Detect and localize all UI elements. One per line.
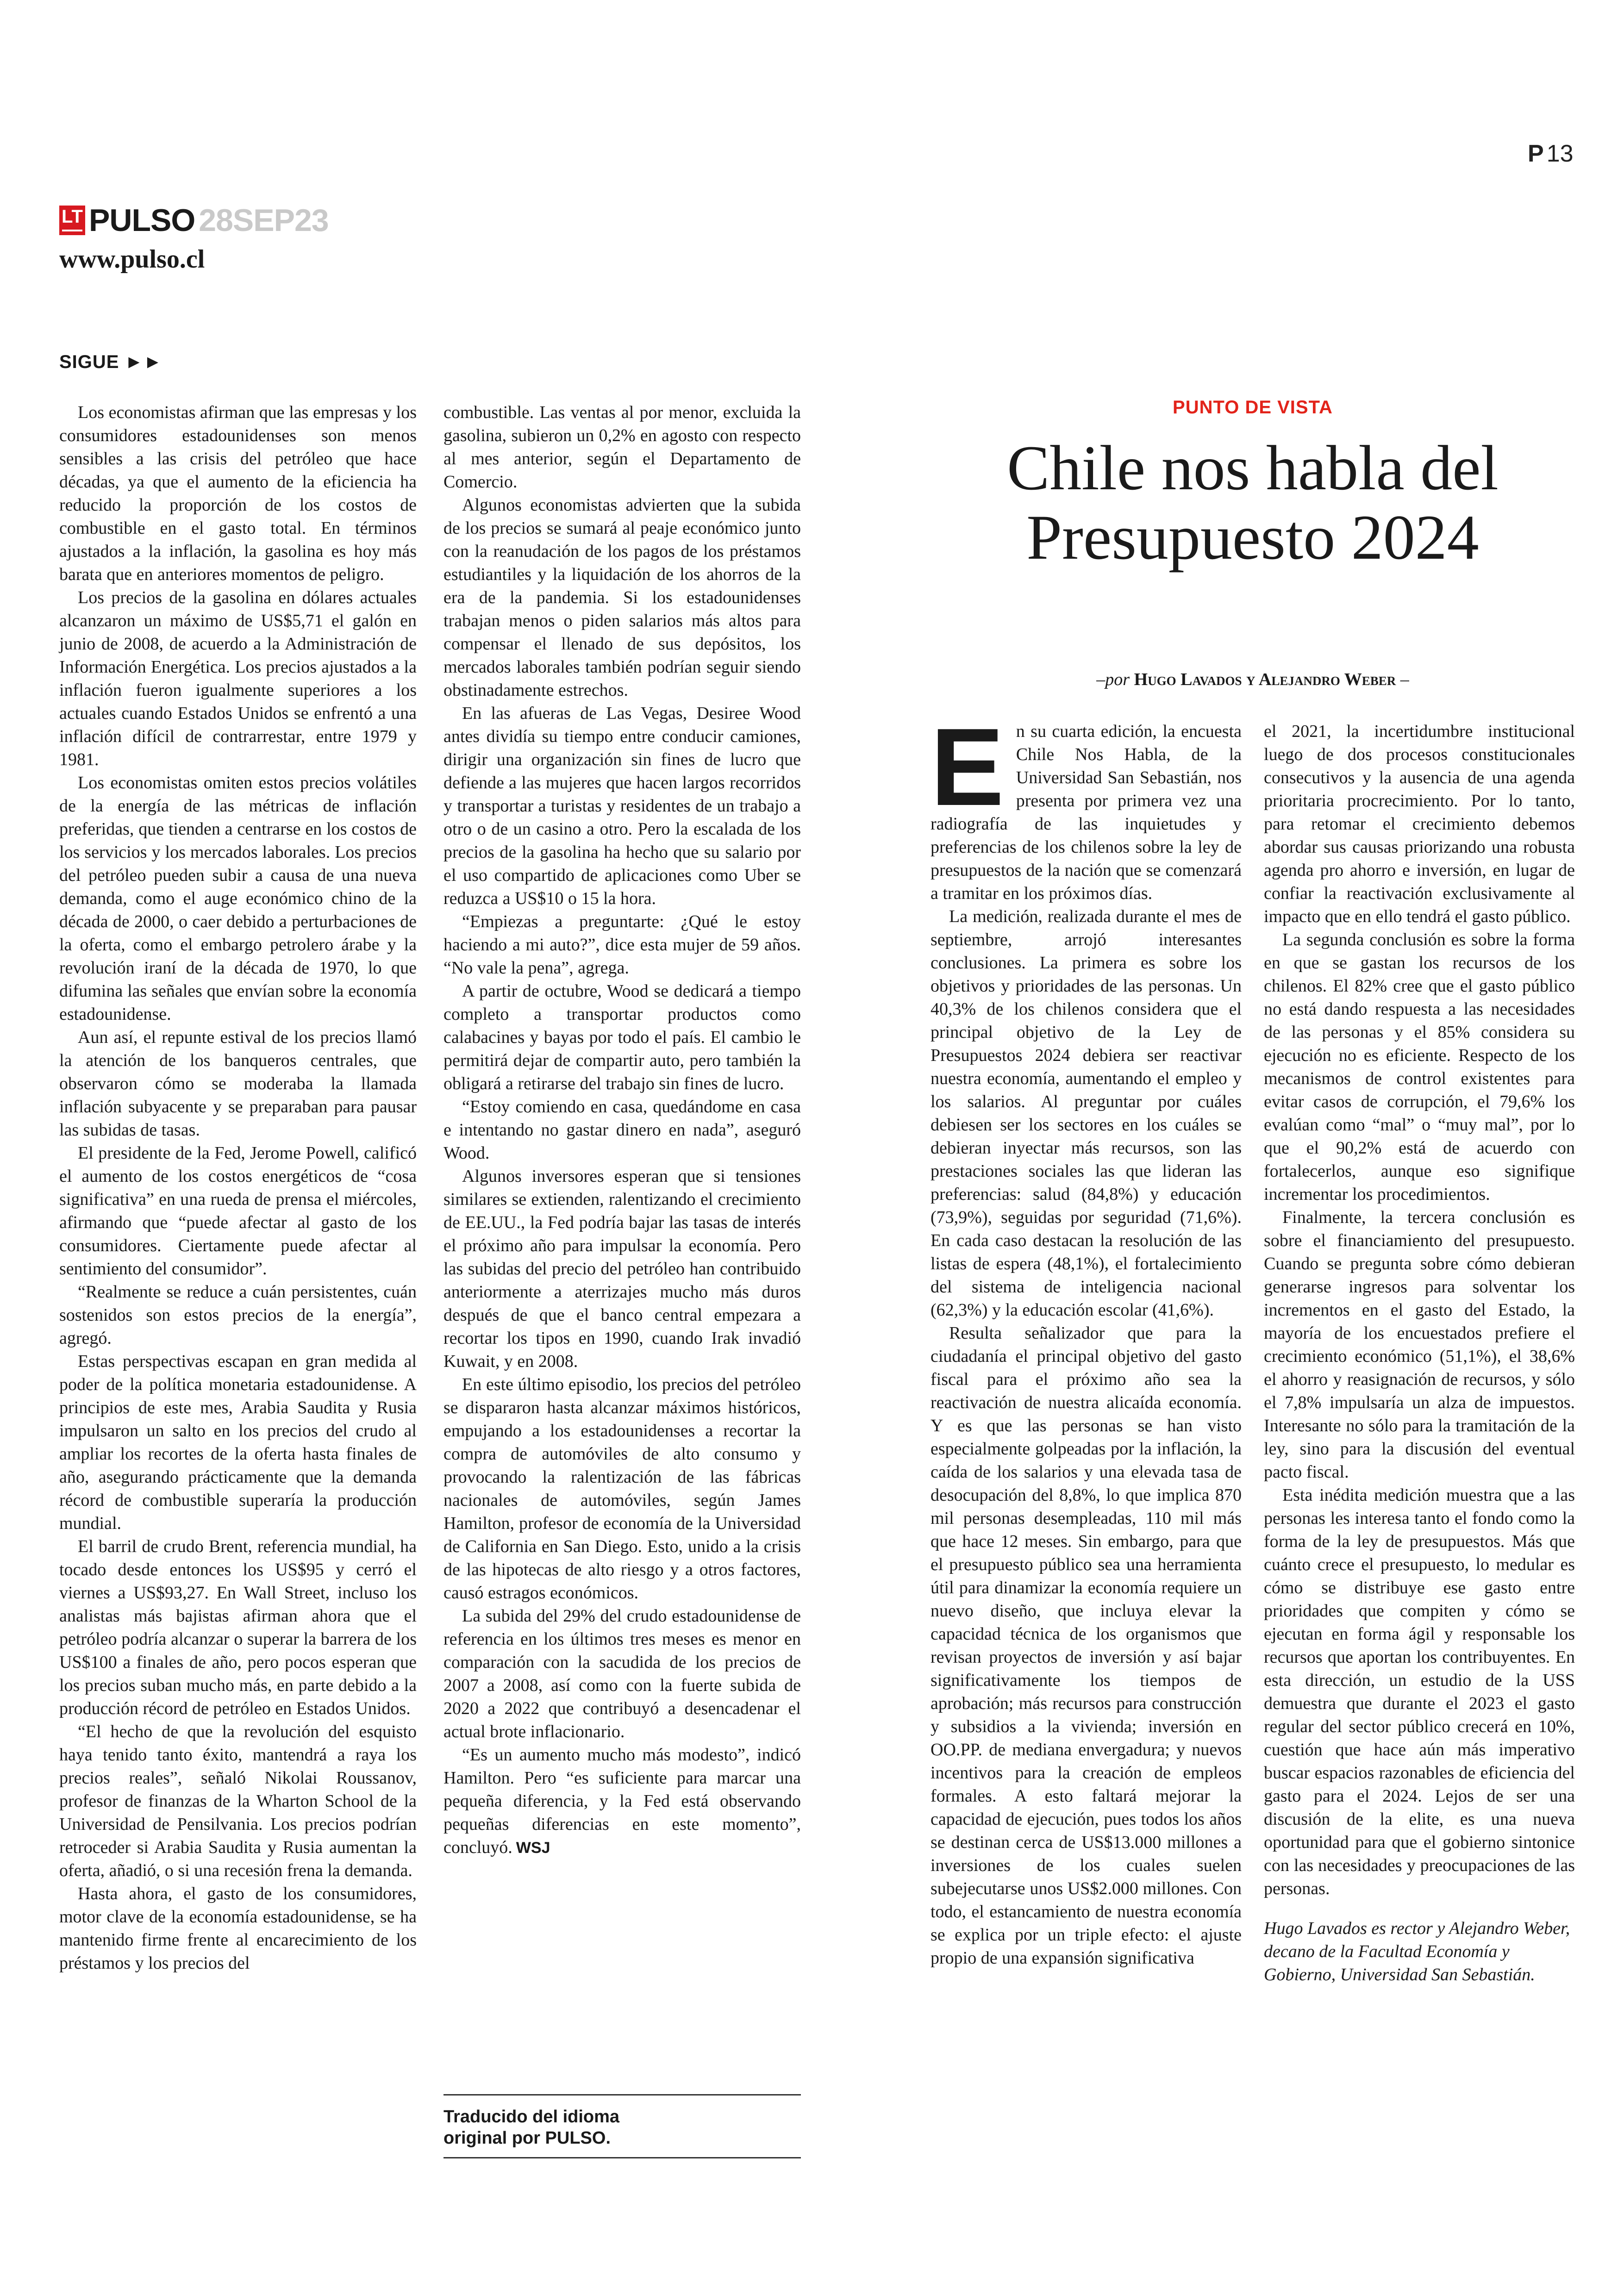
continued-label: SIGUE ►► [59, 352, 162, 372]
paragraph: “El hecho de que la revolución del esquisto haya tenido tanto éxito, mantendrá a raya los precios reales”, señaló Nikolai Roussanov, profesor de finanzas de la Wharton School de la Universidad de Pensilvania. Los precios podrían retroceder si Arabia Saudita y Rusia aumentan la oferta, añadió, o si una recesión frena la demanda. [59, 1722, 417, 1880]
paragraph: En las afueras de Las Vegas, Desiree Wood antes dividía su tiempo entre conducir camiones, dirigir una organización sin fines de lucro que defiende a las mujeres que hacen largos recorridos y transportar a turistas y residentes de un trabajo a otro o de un casino a otro. Pero la escalada de los precios de la gasolina ha hecho que su salario por el uso compartido de aplicaciones como Uber se reduzca a US$10 o 15 la hora. [443, 704, 801, 908]
author-signoff: Hugo Lavados es rector y Alejandro Weber, decano de la Facultad Economía y Gobierno, Universidad San Sebastián. [1264, 1919, 1570, 1984]
wsj-signature: WSJ [516, 1839, 550, 1857]
paragraph: combustible. Las ventas al por menor, excluida la gasolina, subieron un 0,2% en agosto con respecto al mes anterior, según el Departamento de Comercio. [443, 403, 801, 492]
paragraph: Aun así, el repunte estival de los precios llamó la atención de los banqueros centrales, que observaron cómo se moderaba la llamada inflación subyacente y se preparaban para pausar las subidas de tasas. [59, 1028, 417, 1140]
paragraph: La subida del 29% del crudo estadounidense de referencia en los últimos tres meses es menor en comparación con la sacudida de los precios de 2007 a 2008, así como con la fuerte subida de 2020 a 2022 que contribuyó a desencadenar el actual brote inflacionario. [443, 1606, 801, 1741]
paragraph: “Realmente se reduce a cuán persistentes, cuán sostenidos son estos precios de la energía”, agregó. [59, 1282, 417, 1348]
opinion-column-2 [1264, 720, 1575, 1986]
lt-logo: LT [59, 206, 85, 235]
paragraph: El barril de crudo Brent, referencia mundial, ha tocado desde entonces los US$95 y cerró el viernes a US$93,27. En Wall Street, incluso los analistas más bajistas afirman ahora que el petróleo podría alcanzar o superar la barrera de los US$100 a finales de año, pero pocos esperan que los precios suban mucho más, en parte debido a la producción récord de petróleo en Estados Unidos. [59, 1537, 417, 1718]
article-column-1 [59, 401, 417, 1975]
paragraph: La segunda conclusión es sobre la forma en que se gastan los recursos de los chilenos. El 82% cree que el gasto público no está dando respuesta a las necesidades de las personas y el 85% considera su ejecución no es eficiente. Respecto de los mecanismos de control existentes para evitar casos de corrupción, el 79,6% los evalúan como “mal” o “muy mal”, por lo que el 90,2% está de acuerdo con fortalecerlos, aunque eso signifique incrementar los procedimientos. [1264, 930, 1575, 1204]
opinion-headline: Chile nos habla del Presupuesto 2024 [1007, 432, 1499, 573]
paragraph: “Empiezas a preguntarte: ¿Qué le estoy haciendo a mi auto?”, dice esta mujer de 59 años. “No vale la pena”, agrega. [443, 912, 801, 978]
website-url[interactable]: www.pulso.cl [59, 245, 205, 274]
lead-paragraph: En su cuarta edición, la encuesta Chile Nos Habla, de la Universidad San Sebastián, nos presenta por primera vez una radiografía de las inquietudes y preferencias de los chilenos sobre la ley de presupuestos de la nación que se comenzará a tramitar en los próximos días. [931, 706, 1242, 903]
paragraph: Los precios de la gasolina en dólares actuales alcanzaron un máximo de US$5,71 el galón en junio de 2008, de acuerdo a la Administración de Información Energética. Los precios ajustados a la inflación fueron igualmente superiores a los actuales cuando Estados Unidos se enfrentó a una inflación difícil de contrarrestar, entre 1979 y 1981. [59, 588, 417, 769]
masthead [59, 203, 329, 238]
paragraph: Hasta ahora, el gasto de los consumidores, motor clave de la economía estadounidense, se ha mantenido firme frente al encarecimiento de los préstamos y los precios del [59, 1884, 417, 1973]
paragraph: En este último episodio, los precios del petróleo se dispararon hasta alcanzar máximos históricos, empujando a los estadounidenses a recortar la compra de automóviles de alto consumo y provocando la ralentización de las fábricas nacionales de automóviles, según James Hamilton, profesor de economía de la Universidad de California en San Diego. Esto, unido a la crisis de las hipotecas de alto riesgo y a otros factores, causó estragos económicos. [443, 1375, 801, 1603]
paragraph-last: “Es un aumento mucho más modesto”, indicó Hamilton. Pero “es suficiente para marcar una pequeña diferencia, y la Fed está observando pequeñas diferencias en este momento”, concluyó. WSJ [443, 1745, 801, 1857]
paragraph: Esta inédita medición muestra que a las personas les interesa tanto el fondo como la forma de la ley de presupuestos. Más que cuánto crece el presupuesto, lo medular es cómo se distribuye ese gasto entre prioridades que compiten y cómo se ejecutan en forma ágil y responsable los recursos que aportan los contribuyentes. En esta dirección, un estudio de la USS demuestra que durante el 2023 el gasto regular del sector público crecerá en 10%, cuestión que hace aún más imperativo buscar espacios razonables de eficiencia del gasto para el 2024. Lejos de ser una discusión de la elite, es una nueva oportunidad para que el gobierno sintonice con las necesidades y preocupaciones de las personas. [1264, 1485, 1575, 1898]
author-names: Hugo Lavados y Alejandro Weber [1134, 670, 1396, 689]
paragraph: A partir de octubre, Wood se dedicará a tiempo completo a transportar productos como calabacines y bayas por todo el país. El cambio le permitirá dejar de compartir auto, pero también la obligará a retirarse del trabajo sin fines de lucro. [443, 981, 801, 1093]
paragraph: “Estoy comiendo en casa, quedándome en casa e intentando no gastar dinero en nada”, aseguró Wood. [443, 1097, 801, 1163]
drop-cap: E [931, 706, 1004, 829]
paragraph: Resulta señalizador que para la ciudadanía el principal objetivo del gasto fiscal para el próximo año sea la reactivación de nuestra alicaída economía. Y es que las personas se han visto especialmente golpeadas por la inflación, la caída de los salarios y una elevada tasa de desocupación del 8,8%, lo que implica 870 mil personas desempleadas, 110 mil más que hace 12 meses. Sin embargo, para que el presupuesto público sea una herramienta útil para dinamizar la economía requiere un nuevo diseño, que incluya elevar la capacidad técnica de los organismos que revisan proyectos de inversión y así bajar significativamente los tiempos de aprobación; más recursos para construcción y subsidios a la vivienda; inversión en OO.PP. de mediana envergadura; y nuevos incentivos para la creación de empleos formales. A esto faltará mejorar la capacidad de ejecución, pues todos los años se destinan cerca de US$13.000 millones a inversiones de los cuales suelen subejecutarse unos US$2.000 millones. Con todo, el estancamiento de nuestra economía se explica por un triple efecto: el ajuste propio de una expansión significativa [931, 1323, 1242, 1968]
paragraph: Finalmente, la tercera conclusión es sobre el financiamiento del presupuesto. Cuando se pregunta sobre cómo debieran generarse ingresos para solventar los incrementos en el gasto del Estado, la mayoría de los encuestados prefiere el crecimiento económico (51,1%), el 38,6% el ahorro y reasignación de recursos, y sólo el 7,8% impulsaría un alza de impuestos. Interesante no sólo para la tramitación de la ley, sino para la discusión del eventual pacto fiscal. [1264, 1208, 1575, 1482]
byline: –por Hugo Lavados y Alejandro Weber – [1096, 670, 1409, 689]
paragraph: La medición, realizada durante el mes de septiembre, arrojó interesantes conclusiones. La primera es sobre los objetivos y prioridades de las personas. Un 40,3% de los chilenos considera que el principal objetivo de la Ley de Presupuestos 2024 debiera ser reactivar nuestra economía, aumentando el empleo y los salarios. Al preguntar por cuáles debiesen ser los sectores en los cuáles se debieran inyectar más recursos, son las prestaciones sociales las que lideran las preferencias: salud (84,8%) y educación (73,9%), seguidas por seguridad (71,6%). En cada caso destacan la resolución de las listas de espera (48,1%), el fortalecimiento del sistema de inteligencia nacional (62,3%) y la educación escolar (41,6%). [931, 907, 1242, 1320]
opinion-column-1 [931, 706, 1242, 1970]
article-column-2 [443, 401, 801, 1859]
paragraph: El presidente de la Fed, Jerome Powell, calificó el aumento de los costos energéticos de “cosa significativa” en una rueda de prensa el miércoles, afirmando que “puede afectar al gasto de los consumidores. Ciertamente puede afectar al sentimiento del consumidor”. [59, 1143, 417, 1278]
paragraph: el 2021, la incertidumbre institucional luego de dos procesos constitucionales consecutivos y la ausencia de una agenda prioritaria procrecimiento. Por lo tanto, para retomar el crecimiento debemos abordar sus causas priorizando una robusta agenda pro ahorro e inversión, en lugar de confiar la reactivación exclusivamente al impacto que en ello tendrá el gasto público. [1264, 722, 1575, 926]
credit-top-rule [443, 2094, 801, 2095]
paragraph: Algunos economistas advierten que la subida de los precios se sumará al peaje económico junto con la reanudación de los pagos de los préstamos estudiantiles y la liquidación de los ahorros de la era de la pandemia. Si los estadounidenses trabajan menos o piden salarios más altos para compensar el llenado de sus depósitos, los mercados laborales también podrían seguir siendo obstinadamente estrechos. [443, 495, 801, 700]
page-number: P 13 [1528, 140, 1574, 167]
translation-credit: Traducido del idioma original por PULSO. [443, 2107, 620, 2148]
masthead-name: PULSO [89, 203, 195, 238]
paragraph: Los economistas omiten estos precios volátiles de la energía de las métricas de inflación preferidas, que tienden a centrarse en los costos de los servicios y los mercados laborales. Los precios del petróleo pueden subir a causa de una nueva demanda, como el auge económico chino de la década de 2000, o caer debido a perturbaciones de la oferta, como el embargo petrolero árabe y la revolución iraní de la década de 1970, lo que difumina las señales que envían sobre la economía estadounidense. [59, 773, 417, 1024]
masthead-date: 28SEP23 [199, 203, 329, 238]
paragraph: Estas perspectivas escapan en gran medida al poder de la política monetaria estadounidense. A principios de este mes, Arabia Saudita y Rusia impulsaron un salto en los precios del crudo al ampliar los recortes de la oferta hasta finales de año, asegurando prácticamente que la demanda récord de combustible superaría la producción mundial. [59, 1352, 417, 1533]
section-kicker: PUNTO DE VISTA [1173, 397, 1333, 418]
credit-bottom-rule [443, 2157, 801, 2158]
paragraph: Los economistas afirman que las empresas y los consumidores estadounidenses son menos sensibles a las crisis del petróleo que hace décadas, ya que el aumento de la eficiencia ha reducido la proporción de los costos de combustible en el gasto total. En términos ajustados a la inflación, la gasolina es hoy más barata que en anteriores momentos de peligro. [59, 403, 417, 584]
paragraph: Algunos inversores esperan que si tensiones similares se extienden, ralentizando el crecimiento de EE.UU., la Fed podría bajar las tasas de interés el próximo año para impulsar la economía. Pero las subidas del precio del petróleo han contribuido anteriormente a aterrizajes mucho más duros después de que el banco central empezara a recortar los tipos en 1990, cuando Irak invadió Kuwait, y en 2008. [443, 1166, 801, 1371]
